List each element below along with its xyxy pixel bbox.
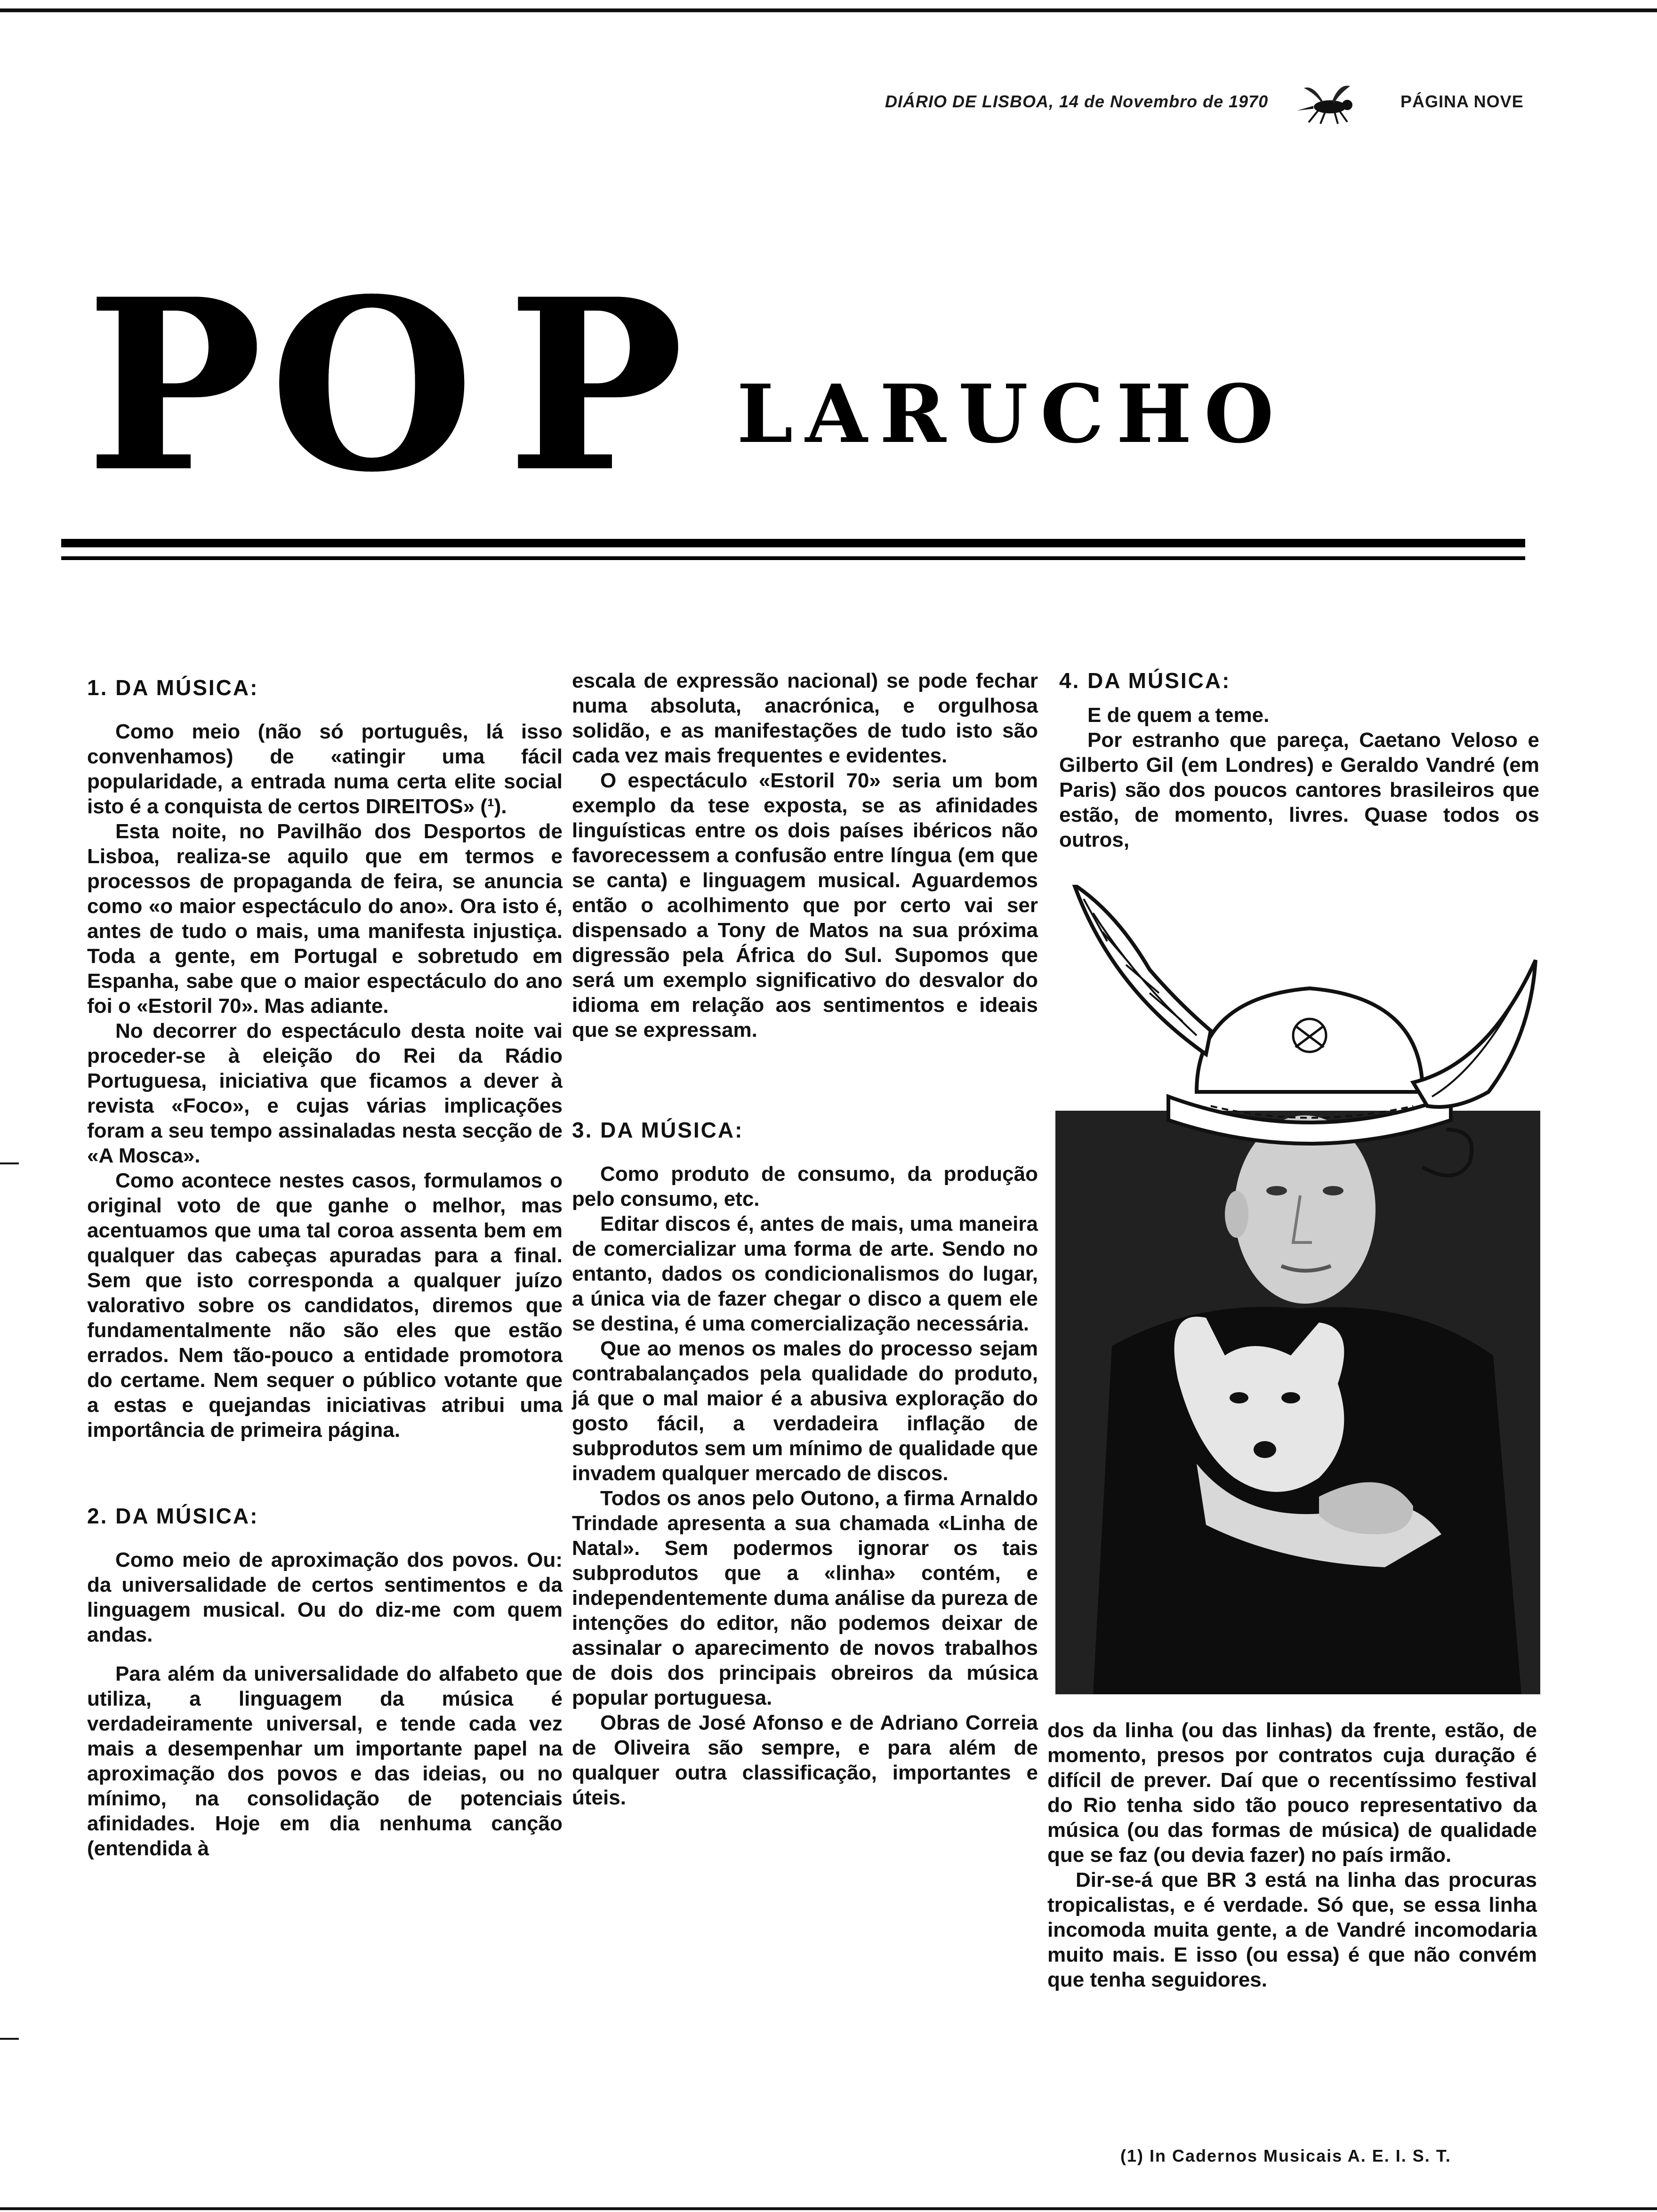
section-2-paragraph: Para além da universalidade do alfabeto que utiliza, a linguagem da música é verdadeiramente universal, e tende cada vez mais a desempenhar um importante papel na aproximação dos povos e das ideias, ou no mínimo, na consolidação de potenciais afinidades. Hoje em dia nenhuma canção (entendida à: [87, 1662, 563, 1860]
section-3-paragraph: Obras de José Afonso e de Adriano Correia de Oliveira são sempre, e para além de qualquer outra classificação, importantes e úteis.: [572, 1711, 1038, 1809]
column-3-top: [1059, 668, 1539, 852]
title-letter-o: O: [269, 248, 475, 524]
section-1-heading: 1. DA MÚSICA:: [87, 675, 259, 700]
section-2-heading: 2. DA MÚSICA:: [87, 1504, 259, 1528]
photo-man-with-dog: [1055, 885, 1540, 1694]
section-1-paragraph: No decorrer do espectáculo desta noite vai proceder-se à eleição do Rei da Rádio Portuguesa, iniciativa que ficamos a dever à revista «Foco», e cujas várias implicações foram a seu tempo assinaladas nesta secção de «A Mosca».: [87, 1019, 563, 1167]
title-letter-p1: P: [86, 248, 263, 524]
title-rule-thick: [61, 539, 1525, 547]
section-1-paragraph: Como meio (não só português, lá isso convenhamos) de «atingir uma fácil popularidade, a entrada numa certa elite social isto é a conquista de certos DIREITOS» (¹).: [87, 720, 563, 818]
bottom-border: [0, 2207, 1657, 2210]
column-1: [87, 675, 563, 1861]
section-2-continued-paragraph: O espectáculo «Estoril 70» seria um bom exemplo da tese exposta, se as afinidades linguísticas entre os dois países ibéricos não favorecessem a confusão entre língua (em que se canta) e linguagem musical. Aguardemos então o acolhimento que por certo vai ser dispensado a Tony de Matos na sua próxima digressão pela África do Sul. Supomos que será um exemplo significativo do desvalor do idioma em relação aos sentimentos e ideais que se expressam.: [572, 769, 1038, 1042]
section-3-paragraph: Todos os anos pelo Outono, a firma Arnaldo Trindade apresenta a sua chamada «Linha de Natal». Sem podermos ignorar os tais subprodutos que a «linha» contém, e independentemente duma análise da pureza de intenções do editor, não podemos deixar de assinalar o aparecimento de novos trabalhos de dois dos principais obreiros da música popular portuguesa.: [572, 1487, 1038, 1709]
section-2-continued-paragraph: escala de expressão nacional) se pode fechar numa absoluta, anacrónica, e orgulhosa solidão, e as manifestações de tudo isto são cada vez mais frequentes e evidentes.: [572, 669, 1038, 767]
section-4-continued-paragraph: Dir-se-á que BR 3 está na linha das procuras tropicalistas, e é verdade. Só que, se essa linha incomoda muita gente, a de Vandré incomodaria muito mais. E isso (ou essa) é que não convém que tenha seguidores.: [1047, 1868, 1537, 1991]
section-4-paragraph: E de quem a teme.: [1087, 704, 1270, 727]
footnote: (1) In Cadernos Musicais A. E. I. S. T.: [1120, 2146, 1451, 2165]
column-2: [572, 668, 1038, 1810]
section-4-heading: 4. DA MÚSICA:: [1059, 668, 1231, 693]
title-rule-thin: [61, 556, 1525, 560]
header-date-line: DIÁRIO DE LISBOA, 14 de Novembro de 1970: [885, 92, 1269, 111]
section-3-paragraph: Como produto de consumo, da produção pelo consumo, etc.: [572, 1162, 1038, 1210]
page-header: [885, 92, 1524, 120]
column-3-bottom: [1047, 1718, 1537, 1992]
header-page-label: PÁGINA NOVE: [1400, 92, 1524, 111]
edge-mark: [0, 1162, 19, 1164]
title-subtitle: LARUCHO: [737, 367, 1286, 461]
section-3-heading: 3. DA MÚSICA:: [572, 1118, 744, 1142]
section-4-paragraph: Por estranho que pareça, Caetano Veloso e Gilberto Gil (em Londres) e Geraldo Vandré (em Paris) são dos poucos cantores brasileiros que estão, de momento, livres. Quase todos os outros,: [1059, 729, 1539, 851]
section-1-paragraph: Como acontece nestes casos, formulamos o original voto de que ganhe o melhor, mas acentuamos que uma tal coroa assenta bem em qualquer das cabeças apuradas para a final. Sem que isto corresponda a qualquer juízo valorativo sobre os candidatos, diremos que fundamentalmente não são eles que estão errados. Nem tão-pouco a entidade promotora do certame. Nem sequer o público votante que a estas e quejandas iniciativas atribui uma importância de primeira página.: [87, 1169, 563, 1442]
section-4-continued-paragraph: dos da linha (ou das linhas) da frente, estão, de momento, presos por contratos cuja duração é difícil de prever. Daí que o recentíssimo festival do Rio tenha sido tão pouco representativo da música (ou das formas de música) de qualidade que se faz (ou devia fazer) no país irmão.: [1047, 1719, 1537, 1867]
top-border: [0, 8, 1657, 12]
edge-mark: [0, 2038, 19, 2040]
section-2-paragraph: Como meio de aproximação dos povos. Ou: da universalidade de certos sentimentos e da linguagem musical. Ou do diz-me com quem andas.: [87, 1548, 563, 1646]
section-3-paragraph: Que ao menos os males do processo sejam contrabalançados pela qualidade do produto, já que o mal maior é a abusiva exploração do gosto fácil, a verdadeira inflação de subprodutos sem um mínimo de qualidade que invadem qualquer mercado de discos.: [572, 1337, 1038, 1485]
title-letter-p2: P: [507, 248, 684, 524]
fly-icon: [1295, 82, 1360, 125]
section-1-paragraph: Esta noite, no Pavilhão dos Desportos de Lisboa, realiza-se aquilo que em termos e processos de propaganda de feira, se anuncia como «o maior espectáculo do ano». Ora isto é, antes de tudo o mais, uma manifesta injustiça. Toda a gente, em Portugal e sobretudo em Espanha, sabe que o maior espectáculo do ano foi o «Estoril 70». Mas adiante.: [87, 820, 563, 1018]
section-3-paragraph: Editar discos é, antes de mais, uma maneira de comercializar uma forma de arte. Sendo no entanto, dados os condicionalismos do lugar, a única via de fazer chegar o disco a quem ele se destina, é uma comercialização necessária.: [572, 1212, 1038, 1335]
